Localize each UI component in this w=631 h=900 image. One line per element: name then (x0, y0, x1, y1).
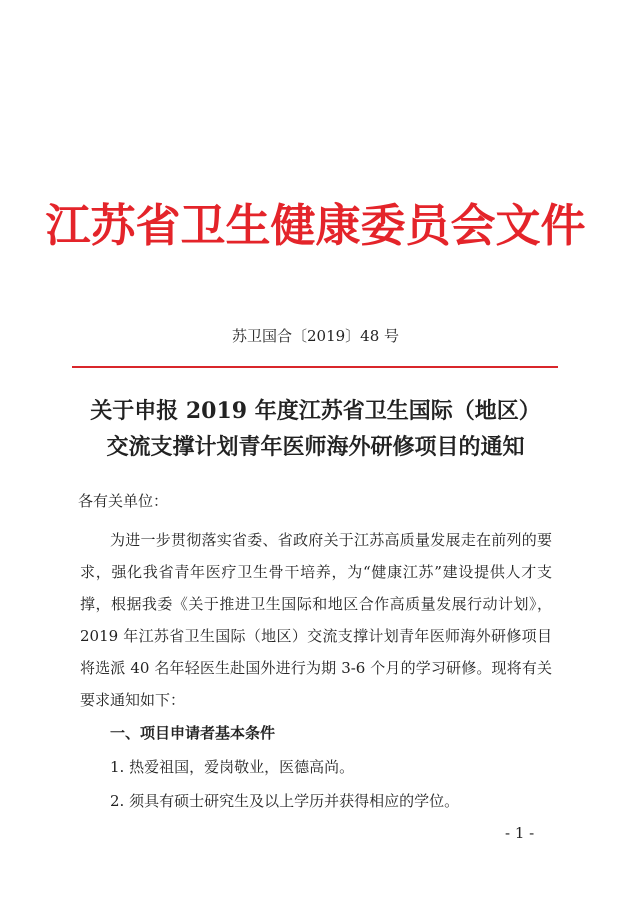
notice-title-line1: 关于申报 2019 年度江苏省卫生国际（地区） (90, 398, 541, 424)
page-number: - 1 - (505, 824, 535, 842)
document-number: 苏卫国合〔2019〕48 号 (231, 327, 400, 345)
notice-title (40, 393, 591, 465)
red-divider-line (72, 366, 558, 368)
body-paragraph: 为进一步贯彻落实省委、省政府关于江苏高质量发展走在前列的要求，强化我省青年医疗卫生骨干培养，为“健康江苏”建设提供人才支撑，根据我委《关于推进卫生国际和地区合作高质量发展行动计划》，2019 年江苏省卫生国际（地区）交流支撑计划青年医师海外研修项目将选派 40 名年轻医生赴国外进行为期 3-6 个月的学习研修。现将有关要求通知如下： (80, 531, 552, 709)
notice-title-line2: 交流支撑计划青年医师海外研修项目的通知 (106, 434, 525, 460)
document-header-title: 江苏省卫生健康委员会文件 (45, 199, 586, 252)
condition-item-1: 1. 热爱祖国，爱岗敬业，医德高尚。 (110, 758, 355, 776)
section-heading: 一、项目申请者基本条件 (110, 724, 276, 742)
salutation: 各有关单位： (78, 492, 169, 510)
condition-item-2: 2. 须具有硕士研究生及以上学历并获得相应的学位。 (110, 792, 460, 810)
